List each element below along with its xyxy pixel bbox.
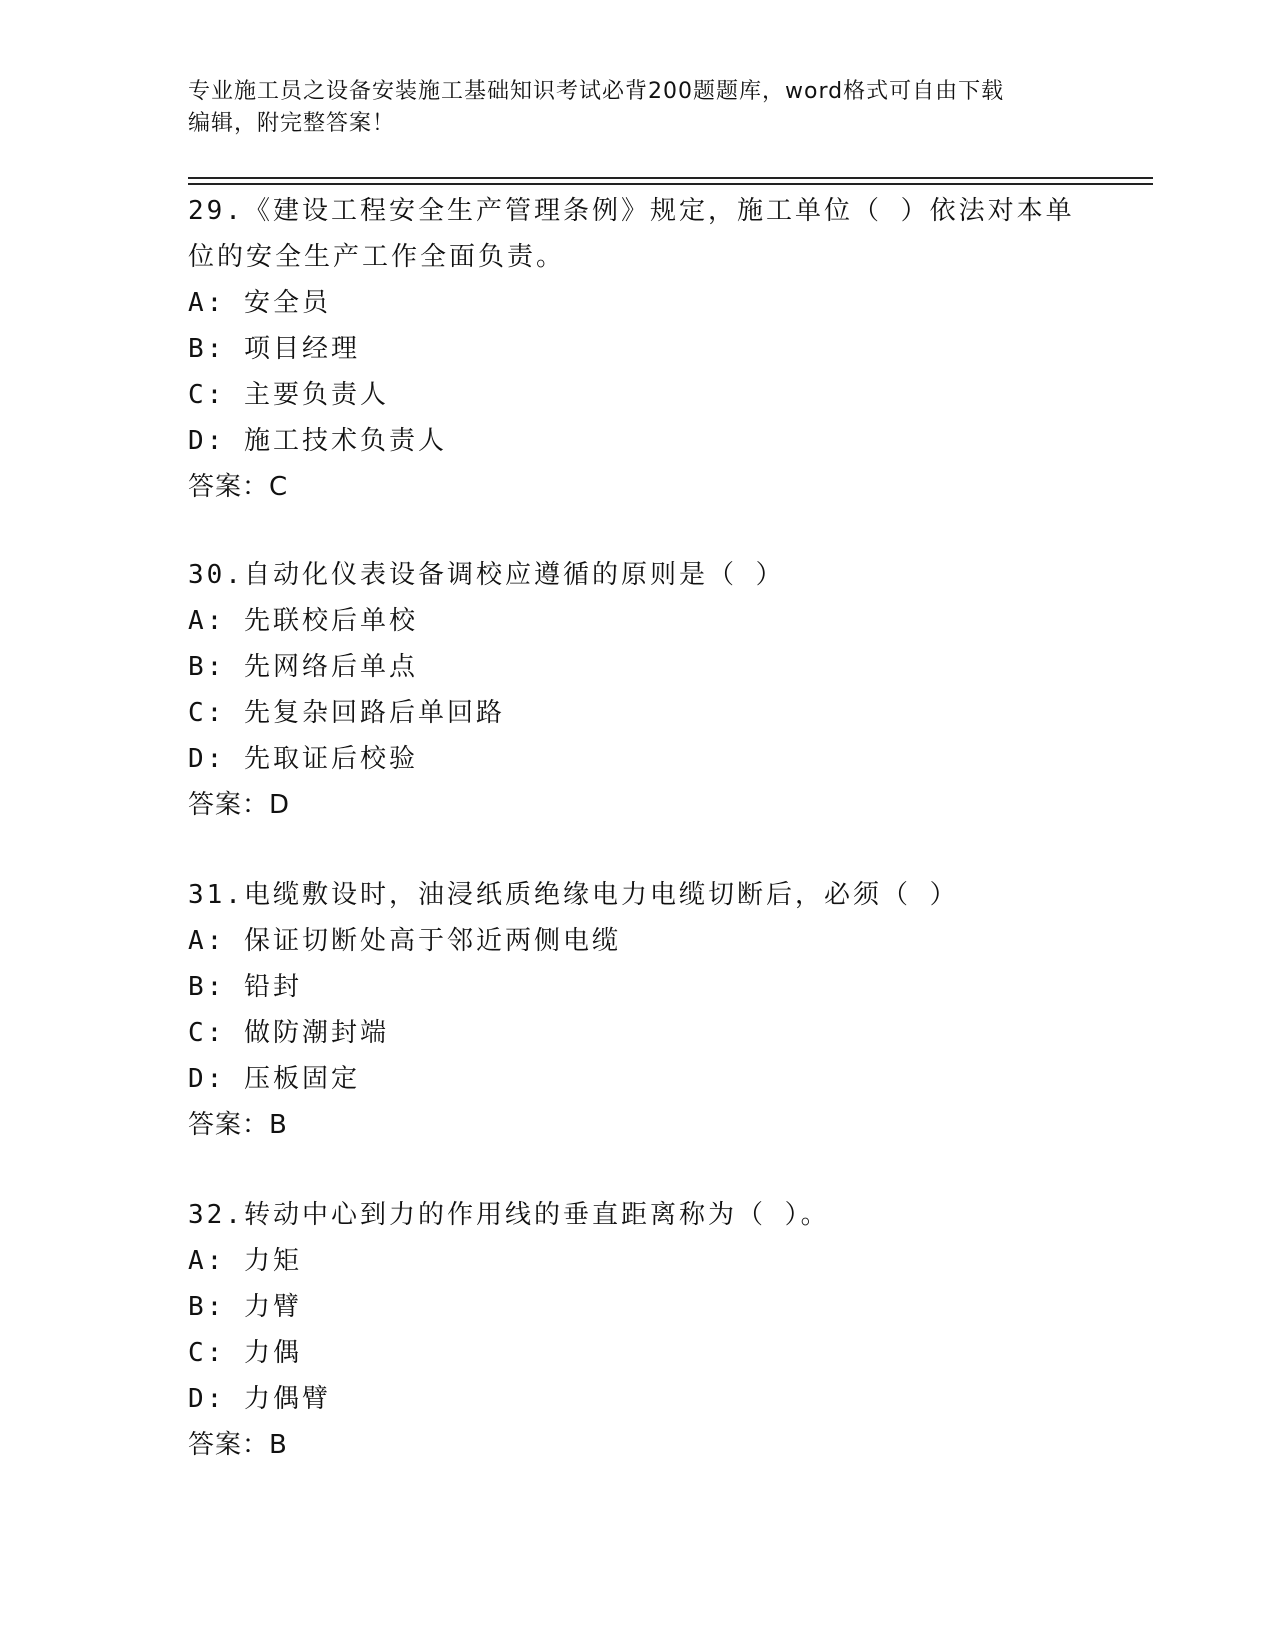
question-32	[188, 1192, 1088, 1468]
question-31	[188, 872, 1088, 1148]
option-c: C: 主要负责人	[188, 380, 389, 410]
option-a: A: 保证切断处高于邻近两侧电缆	[188, 926, 621, 956]
question-stem: 31.电缆敷设时，油浸纸质绝缘电力电缆切断后，必须（ ）	[188, 880, 959, 910]
header-title-line1: 专业施工员之设备安装施工基础知识考试必背200题题库，word格式可自由下载	[188, 79, 1005, 104]
answer: 答案：D	[188, 790, 291, 820]
question-stem-continued: 位的安全生产工作全面负责。	[188, 242, 566, 272]
question-stem: 30.自动化仪表设备调校应遵循的原则是（ ）	[188, 560, 785, 590]
option-a: A: 先联校后单校	[188, 606, 418, 636]
option-d: D: 施工技术负责人	[188, 426, 447, 456]
option-c: C: 力偶	[188, 1338, 302, 1368]
option-b: B: 项目经理	[188, 334, 360, 364]
option-a: A: 安全员	[188, 288, 331, 318]
option-b: B: 先网络后单点	[188, 652, 418, 682]
question-29	[188, 188, 1088, 510]
header-divider-bottom	[188, 183, 1153, 185]
document-header	[188, 76, 1088, 140]
option-c: C: 先复杂回路后单回路	[188, 698, 505, 728]
header-divider-top	[188, 177, 1153, 179]
answer: 答案：B	[188, 1430, 288, 1460]
option-d: D: 先取证后校验	[188, 744, 418, 774]
option-b: B: 力臂	[188, 1292, 302, 1322]
header-title-line2: 编辑，附完整答案！	[188, 111, 396, 136]
option-d: D: 力偶臂	[188, 1384, 331, 1414]
option-c: C: 做防潮封端	[188, 1018, 389, 1048]
question-stem: 29.《建设工程安全生产管理条例》规定，施工单位（ ）依法对本单	[188, 196, 1075, 226]
option-b: B: 铅封	[188, 972, 302, 1002]
option-d: D: 压板固定	[188, 1064, 360, 1094]
option-a: A: 力矩	[188, 1246, 302, 1276]
question-stem: 32.转动中心到力的作用线的垂直距离称为（ ）。	[188, 1200, 830, 1230]
answer: 答案：B	[188, 1110, 288, 1140]
answer: 答案：C	[188, 472, 289, 502]
question-30	[188, 552, 1088, 828]
